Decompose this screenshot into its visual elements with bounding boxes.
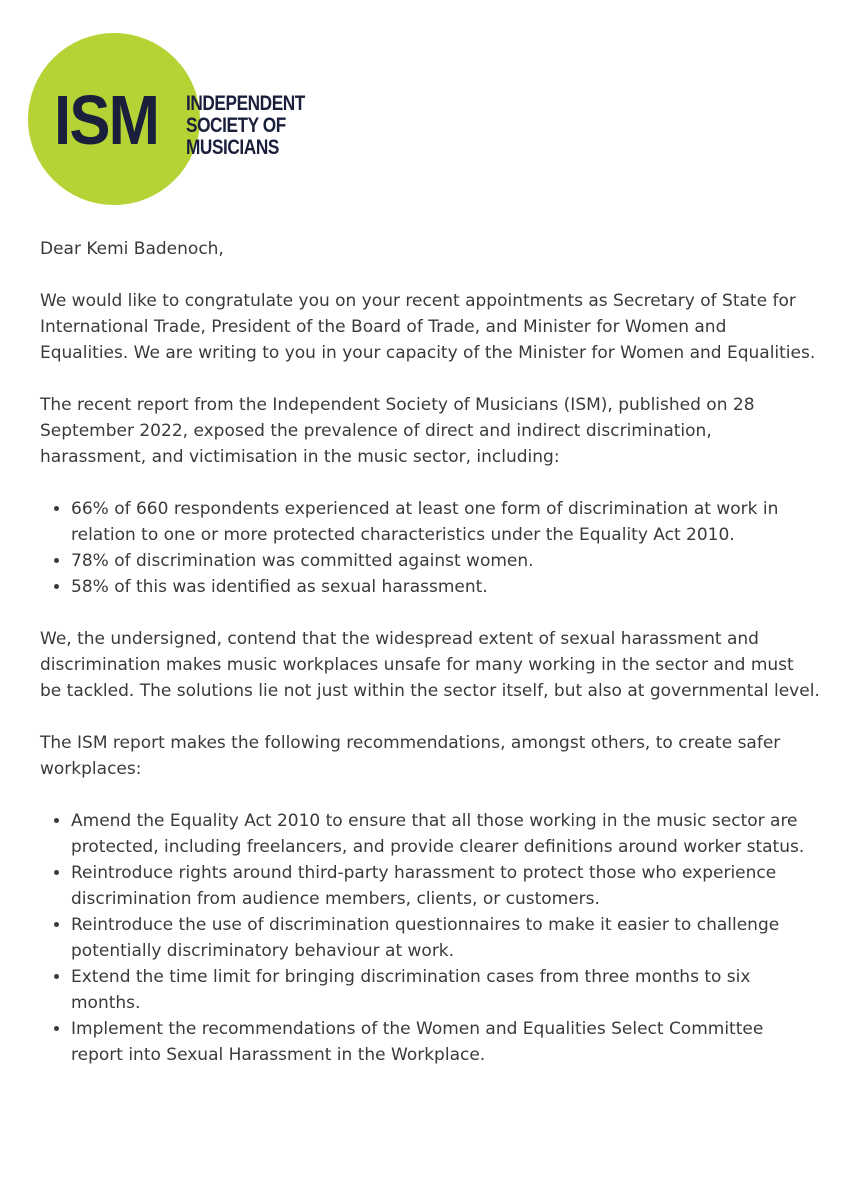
logo-line-1: INDEPENDENT	[186, 92, 305, 115]
paragraph-report: The recent report from the Independent Society of Musicians (ISM), published on 28 September 2022, exposed the prevalence of direct and indirect discrimination, harassment, and victimisation in the music sector, including:	[40, 395, 755, 467]
salutation: Dear Kemi Badenoch,	[40, 239, 224, 259]
finding-item: • 66% of 660 respondents experienced at least one form of discrimination at work in relation to one or more protected characteristics under the Equality Act 2010.	[71, 496, 820, 548]
logo-mark: ISM	[54, 81, 159, 159]
letter-body	[40, 236, 820, 1094]
recommendations-list	[40, 808, 820, 1068]
recommendation-item: • Reintroduce the use of discrimination questionnaires to make it easier to challenge potentially discriminatory behaviour at work.	[71, 912, 820, 964]
paragraph-contention: We, the undersigned, contend that the widespread extent of sexual harassment and discrimination makes music workplaces unsafe for many working in the sector and must be tackled. The solutions lie not just within the sector itself, but also at governmental level.	[40, 629, 820, 701]
logo-line-3: MUSICIANS	[186, 136, 279, 159]
logo-wordmark	[186, 93, 305, 159]
finding-item: • 58% of this was identified as sexual harassment.	[71, 574, 820, 600]
paragraph-recommendations-intro: The ISM report makes the following recommendations, amongst others, to create safer workplaces:	[40, 733, 781, 779]
logo-line-2: SOCIETY OF	[186, 114, 286, 137]
finding-item: • 78% of discrimination was committed against women.	[71, 548, 820, 574]
paragraph-congratulations: We would like to congratulate you on your recent appointments as Secretary of State for International Trade, President of the Board of Trade, and Minister for Women and Equalities. We are writing to you in your capacity of the Minister for Women and Equalities.	[40, 291, 816, 363]
ism-logo	[28, 33, 328, 213]
recommendation-item: • Implement the recommendations of the Women and Equalities Select Committee report into Sexual Harassment in the Workplace.	[71, 1016, 820, 1068]
recommendation-item: • Extend the time limit for bringing discrimination cases from three months to six months.	[71, 964, 820, 1016]
recommendation-item: • Reintroduce rights around third-party harassment to protect those who experience discrimination from audience members, clients, or customers.	[71, 860, 820, 912]
findings-list	[40, 496, 820, 600]
recommendation-item: • Amend the Equality Act 2010 to ensure that all those working in the music sector are protected, including freelancers, and provide clearer definitions around worker status.	[71, 808, 820, 860]
